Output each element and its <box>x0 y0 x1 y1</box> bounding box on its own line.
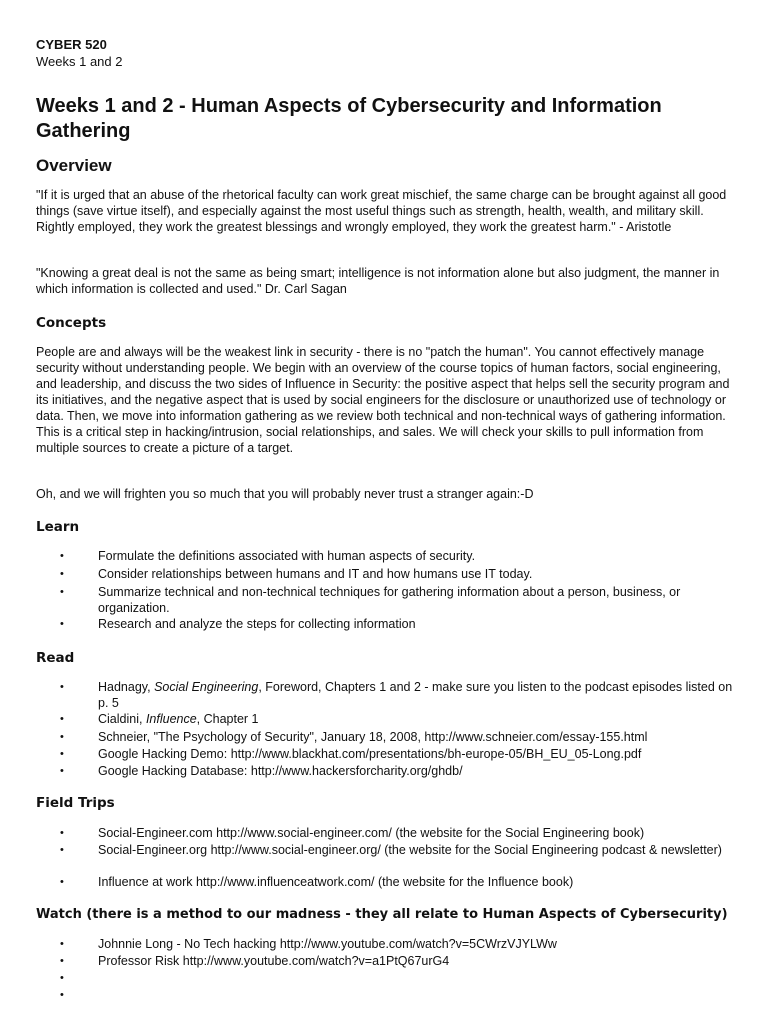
read-item-text: Cialdini, Influence, Chapter 1 <box>98 712 259 726</box>
bullet-icon: • <box>60 989 64 1001</box>
learn-item-text: Research and analyze the steps for collecting information <box>98 617 416 631</box>
read-item-text: Schneier, "The Psychology of Security", January 18, 2008, http://www.schneier.com/essay-155.html <box>98 730 648 744</box>
read-heading: Read <box>36 650 75 666</box>
aristotle-quote: "If it is urged that an abuse of the rhetorical faculty can work great mischief, the same charge can be brought against all good things (save virtue itself), and especially against the most useful things such as strength, health, wealth, and military skill. Rightly employed, they work the greatest blessings and wrongly employed, they work the greatest harm." - Aristotle <box>36 188 727 234</box>
watch-item-text: Johnnie Long - No Tech hacking http://www.youtube.com/watch?v=5CWrzVJYLWw <box>98 937 557 951</box>
page-title: Weeks 1 and 2 - Human Aspects of Cybersecurity and Information Gathering <box>36 95 662 142</box>
learn-item-text: Formulate the definitions associated with human aspects of security. <box>98 549 476 563</box>
bullet-icon: • <box>60 765 64 777</box>
watch-item-text: Professor Risk http://www.youtube.com/watch?v=a1PtQ67urG4 <box>98 954 450 968</box>
bullet-icon: • <box>60 972 64 984</box>
learn-item-text: Consider relationships between humans and IT and how humans use IT today. <box>98 567 533 581</box>
bullet-icon: • <box>60 713 64 725</box>
overview-heading: Overview <box>36 156 112 175</box>
bullet-icon: • <box>60 844 64 856</box>
field-trip-text: Social-Engineer.org http://www.social-engineer.org/ (the website for the Social Engineering podcast & newsletter) <box>98 843 722 857</box>
bullet-icon: • <box>60 550 64 562</box>
concepts-heading: Concepts <box>36 315 107 331</box>
bullet-icon: • <box>60 938 64 950</box>
read-item-text: Google Hacking Database: http://www.hackersforcharity.org/ghdb/ <box>98 764 463 778</box>
bullet-icon: • <box>60 568 64 580</box>
read-item-text: Google Hacking Demo: http://www.blackhat.com/presentations/bh-europe-05/BH_EU_05-Long.pdf <box>98 747 642 761</box>
sagan-quote: "Knowing a great deal is not the same as being smart; intelligence is not information alone but also judgment, the manner in which information is collected and used." Dr. Carl Sagan <box>36 266 720 296</box>
learn-item-text: Summarize technical and non-technical techniques for gathering information about a person, business, or organization. <box>98 585 681 615</box>
course-code: CYBER 520 <box>36 37 107 52</box>
bullet-icon: • <box>60 748 64 760</box>
bullet-icon: • <box>60 731 64 743</box>
bullet-icon: • <box>60 955 64 967</box>
learn-heading: Learn <box>36 519 80 535</box>
bullet-icon: • <box>60 681 64 693</box>
concepts-paragraph: People are and always will be the weakest link in security - there is no "patch the human". You cannot effectively manage security without understanding people. We begin with an overview of the course topics of human factors, social engineering, and leadership, and discuss the two sides of Influence in Security: the positive aspect that helps sell the security program and its initiatives, and the negative aspect that is used by social engineers for the disclosure or unauthorized use of technology or data. Then, we move into information gathering as we review both technical and non-technical ways of gathering information. This is a critical step in hacking/intrusion, social relationships, and sales. We will check your skills to pull information from multiple sources to create a picture of a target. <box>36 345 730 455</box>
field-trips-heading: Field Trips <box>36 795 115 811</box>
read-item-text: Hadnagy, Social Engineering, Foreword, Chapters 1 and 2 - make sure you listen to the podcast episodes listed on p. 5 <box>98 680 733 710</box>
bullet-icon: • <box>60 876 64 888</box>
bullet-icon: • <box>60 827 64 839</box>
concepts-closing: Oh, and we will frighten you so much that you will probably never trust a stranger again:-D <box>36 487 534 501</box>
watch-heading: Watch (there is a method to our madness - they all relate to Human Aspects of Cybersecurity) <box>36 907 728 922</box>
field-trip-text: Influence at work http://www.influenceatwork.com/ (the website for the Influence book) <box>98 875 574 889</box>
field-trip-text: Social-Engineer.com http://www.social-engineer.com/ (the website for the Social Engineering book) <box>98 826 645 840</box>
bullet-icon: • <box>60 618 64 630</box>
course-weeks: Weeks 1 and 2 <box>36 54 123 69</box>
bullet-icon: • <box>60 586 64 598</box>
